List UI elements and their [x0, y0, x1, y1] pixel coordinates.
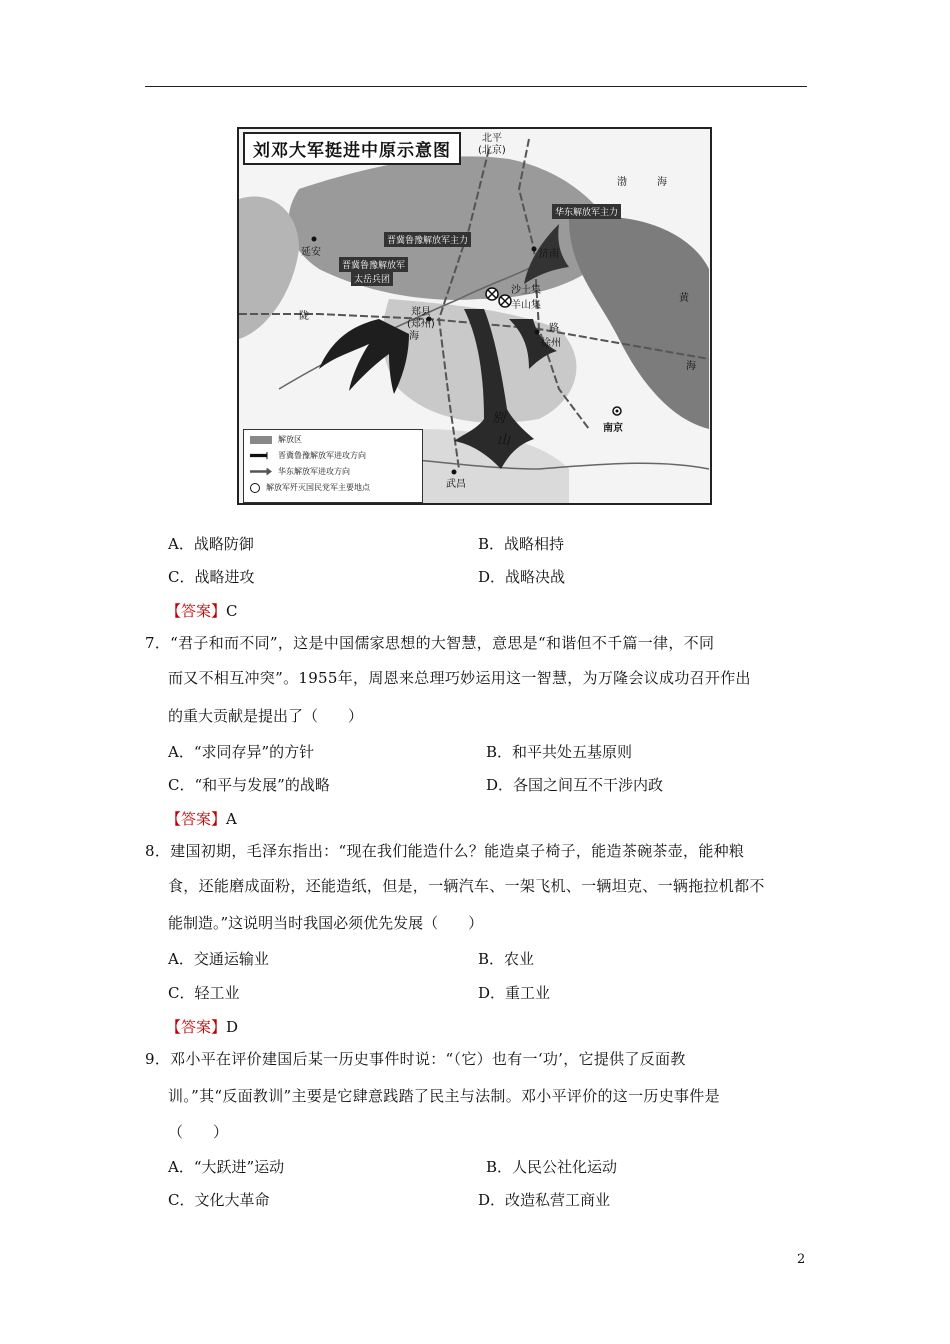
tag-taiyue-line1: 晋冀鲁豫解放军: [339, 257, 408, 272]
q8-stem-line3: 能制造。”这说明当时我国必须优先发展（ ）: [168, 914, 484, 932]
label-longhai-hai: 海: [409, 331, 419, 342]
header-rule: [145, 86, 807, 87]
q7-stem-line2: 而又不相互冲突”。1955年，周恩来总理巧妙运用这一智慧，为万隆会议成功召开作出: [168, 669, 751, 687]
q9-stem-line1: 9．邓小平在评价建国后某一历史事件时说：“（它）也有一‘功’，它提供了反面教: [145, 1050, 686, 1068]
liberated-area-east: [569, 216, 709, 429]
legend-item: 晋冀鲁豫解放军进攻方向: [278, 451, 366, 460]
label-wuchang: 武昌: [446, 479, 466, 490]
tag-huadong-main: 华东解放军主力: [552, 204, 621, 219]
tag-taiyue-line2: 太岳兵团: [351, 271, 393, 286]
q7-option-b: B．和平共处五基原则: [486, 743, 633, 761]
map-legend: [243, 429, 423, 503]
legend-item: 解放区: [278, 435, 302, 444]
label-bo: 渤: [617, 177, 627, 188]
label-shan: 山: [497, 433, 511, 448]
legend-swatch-icon: [250, 436, 272, 444]
label-huang: 黄: [679, 293, 689, 304]
label-lu: 路: [549, 323, 559, 334]
q7-stem-line1: 7．“君子和而不同”，这是中国儒家思想的大智慧，意思是“和谐但不千篇一律，不同: [145, 634, 715, 652]
legend-item: 华东解放军进攻方向: [278, 467, 350, 476]
q6-option-a: A．战略防御: [168, 535, 254, 553]
q9-option-c: C．文化大革命: [168, 1191, 270, 1209]
label-huanghai-hai: 海: [686, 361, 696, 372]
label-bohai-hai: 海: [657, 177, 667, 188]
q6-option-b: B．战略相持: [478, 535, 565, 553]
battle-site-icon: [250, 483, 260, 493]
q8-answer: 【答案】D: [166, 1018, 239, 1036]
map-title: 刘邓大军挺进中原示意图: [243, 132, 461, 165]
q7-option-d: D．各国之间互不干涉内政: [486, 776, 664, 794]
label-shazhaiji: 沙土集: [511, 285, 541, 296]
label-beijing: (北京): [478, 145, 506, 156]
label-bie: 别: [492, 411, 506, 426]
label-jinan: 济南: [539, 249, 559, 260]
q8-option-a: A．交通运输业: [168, 950, 269, 968]
liberated-area-west: [239, 196, 299, 339]
q7-stem-line3: 的重大贡献是提出了（ ）: [168, 707, 364, 725]
page-number: 2: [797, 1252, 806, 1267]
label-xuzhou: 徐州: [541, 338, 561, 349]
arrow-icon: [250, 452, 272, 460]
q9-stem-line3: （ ）: [168, 1123, 229, 1141]
label-nanjing: 南京: [603, 423, 623, 434]
q6-answer: 【答案】C: [166, 602, 238, 620]
q9-option-d: D．改造私营工商业: [478, 1191, 611, 1209]
q8-option-b: B．农业: [478, 950, 535, 968]
q9-stem-line2: 训。”其“反面教训”主要是它肆意践踏了民主与法制。邓小平评价的这一历史事件是: [168, 1087, 720, 1105]
label-beiping: 北平: [482, 133, 502, 144]
q8-option-c: C．轻工业: [168, 984, 240, 1002]
label-yangshanji: 羊山集: [511, 300, 541, 311]
q7-option-c: C．“和平与发展”的战略: [168, 776, 330, 794]
label-zhengxian: 郑县: [411, 307, 431, 318]
q8-stem-line2: 食，还能磨成面粉，还能造纸，但是，一辆汽车、一架飞机、一辆坦克、一辆拖拉机都不: [168, 877, 765, 895]
label-long: 陇: [299, 311, 309, 322]
q6-option-c: C．战略进攻: [168, 568, 255, 586]
q9-option-a: A．“大跃进”运动: [168, 1158, 285, 1176]
arrow-icon: [250, 468, 272, 476]
legend-item: 解放军歼灭国民党军主要地点: [266, 483, 370, 492]
attack-arrow-west: [319, 319, 409, 394]
label-yanan: 延安: [301, 247, 321, 258]
q8-option-d: D．重工业: [478, 984, 551, 1002]
q8-stem-line1: 8．建国初期，毛泽东指出：“现在我们能造什么？能造桌子椅子，能造茶碗茶壶，能种粮: [145, 842, 745, 860]
tag-jinjiluyu-main: 晋冀鲁豫解放军主力: [384, 232, 471, 247]
q7-option-a: A．“求同存异”的方针: [168, 743, 315, 761]
q9-option-b: B．人民公社化运动: [486, 1158, 618, 1176]
label-zhengzhou: (郑州): [407, 319, 435, 330]
q6-option-d: D．战略决战: [478, 568, 566, 586]
map-figure: [237, 127, 712, 505]
q7-answer: 【答案】A: [166, 810, 237, 828]
